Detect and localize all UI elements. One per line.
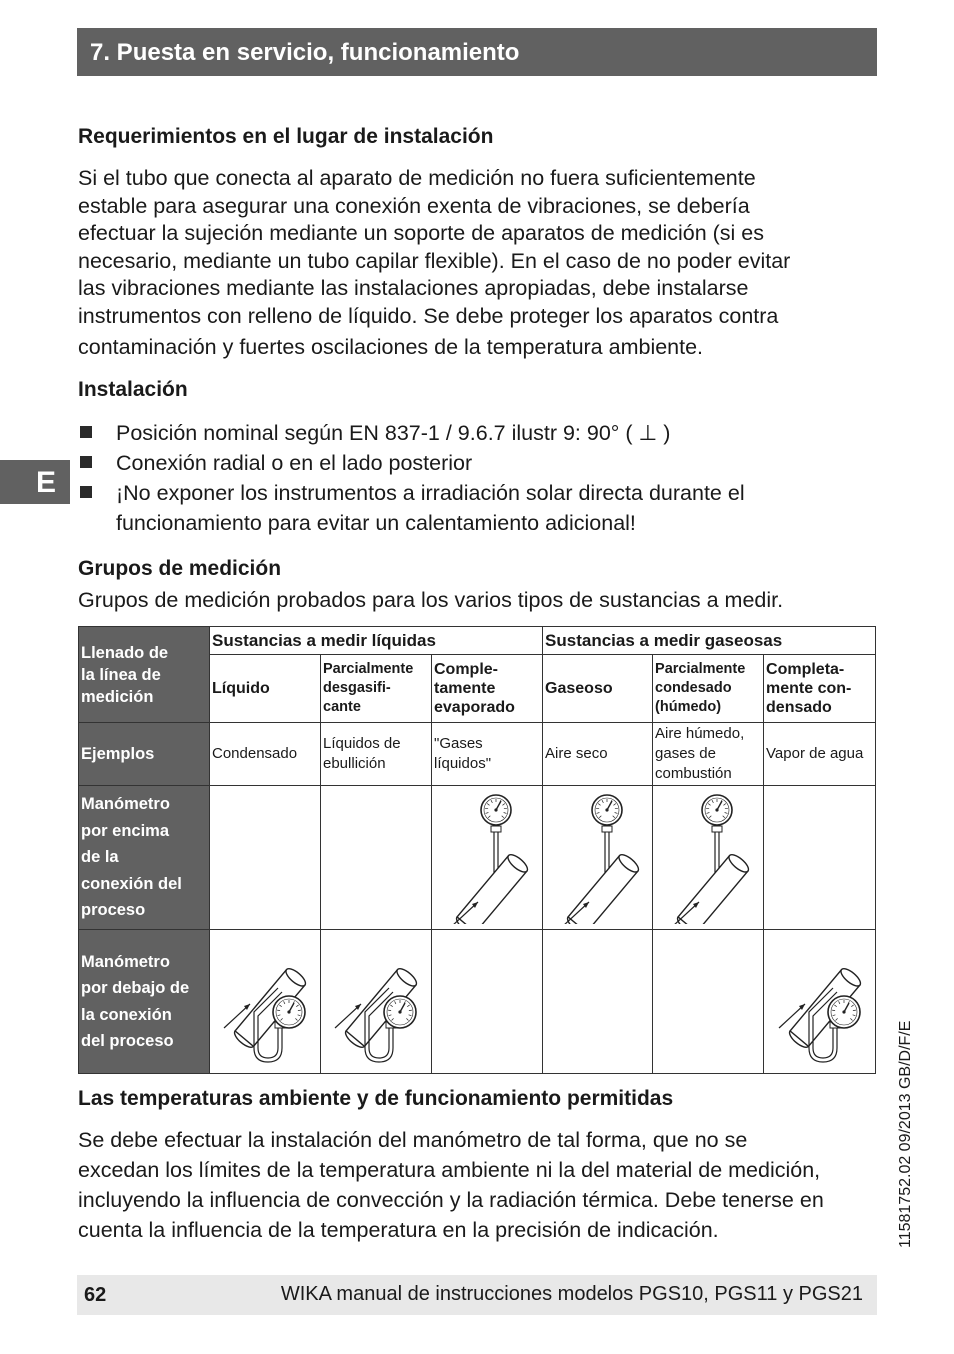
section-title: 7. Puesta en servicio, funcionamiento xyxy=(90,39,520,66)
text-line: estable para asegurar una conexión exenta de vibraciones, se debería xyxy=(78,193,750,218)
text-line: contaminación y fuertes oscilaciones de la temperatura ambiente. xyxy=(78,335,704,359)
language-tab xyxy=(0,460,70,504)
sub-header-cell: Gaseoso xyxy=(543,655,653,723)
text-line: efectuar la sujeción mediante un soporte de aparatos de medición (si es xyxy=(78,221,765,245)
gauge-below-icon xyxy=(212,930,318,1068)
measurement-groups-table xyxy=(78,626,876,1074)
gauge-below-icon xyxy=(323,930,429,1068)
table-row xyxy=(79,723,876,786)
site-requirements-heading: Requerimientos en el lugar de instalación xyxy=(78,125,494,148)
gauge-cell xyxy=(321,786,432,930)
list-item-text: Conexión radial o en el lado posterior xyxy=(116,451,473,475)
list-item xyxy=(78,418,878,448)
gauge-cell xyxy=(210,786,321,930)
gauge-cell xyxy=(764,930,876,1074)
list-item-text: Posición nominal según EN 837-1 / 9.6.7 ilustr 9: 90° ( ⊥ ) xyxy=(116,421,671,445)
text-line: Si el tubo que conecta al aparato de medición no fuera suficientemente xyxy=(78,166,756,190)
table-row xyxy=(79,930,876,1074)
temperatures-text xyxy=(78,1125,873,1245)
table-row xyxy=(79,627,876,655)
example-cell: Aire húmedo, gases de combustión xyxy=(653,723,764,786)
footer-title: WIKA manual de instrucciones modelos PGS10, PGS11 y PGS21 xyxy=(280,1283,863,1305)
list-item xyxy=(78,478,878,538)
installation-list xyxy=(78,418,878,538)
gauge-cell xyxy=(432,930,543,1074)
example-cell: Vapor de agua xyxy=(764,723,876,786)
row-label-examples: Ejemplos xyxy=(79,723,210,786)
sub-header-cell: Parcialmente condesado (húmedo) xyxy=(653,655,764,723)
installation-heading: Instalación xyxy=(78,378,188,401)
text-line: incluyendo la influencia de convección y la radiación térmica. Debe tenerse en xyxy=(78,1188,824,1212)
list-item xyxy=(78,448,878,478)
gauge-cell xyxy=(764,786,876,930)
page-footer xyxy=(77,1275,877,1315)
group-liquid-header: Sustancias a medir líquidas xyxy=(210,627,543,655)
example-cell: "Gases líquidos" xyxy=(432,723,543,786)
sub-header-cell: Parcialmente desgasifi- cante xyxy=(321,655,432,723)
measurement-groups-intro: Grupos de medición probados para los varios tipos de sustancias a medir. xyxy=(78,588,784,612)
sub-header-cell: Comple- tamente evaporado xyxy=(432,655,543,723)
row-label-gauge-above: Manómetro por encima de la conexión del proceso xyxy=(79,786,210,930)
measurement-groups-heading: Grupos de medición xyxy=(78,557,282,580)
text-line: las vibraciones mediante las instalaciones apropiadas, debe instalarse xyxy=(78,276,749,300)
text-line: cuenta la influencia de la temperatura en la precisión de indicación. xyxy=(78,1218,719,1242)
text-line: instrumentos con relleno de líquido. Se debe proteger los aparatos contra xyxy=(78,303,779,328)
gauge-cell xyxy=(653,930,764,1074)
language-tab-label: E xyxy=(36,466,57,499)
sub-header-cell: Líquido xyxy=(210,655,321,723)
bullet-square-icon xyxy=(80,486,92,498)
gauge-cell xyxy=(653,786,764,930)
document-reference: 11581752.02 09/2013 GB/D/F/E xyxy=(897,1020,914,1248)
group-gas-header: Sustancias a medir gaseosas xyxy=(543,627,876,655)
text-line: excedan los límites de la temperatura ambiente ni la del material de medición, xyxy=(78,1158,821,1182)
example-cell: Líquidos de ebullición xyxy=(321,723,432,786)
gauge-cell xyxy=(543,786,653,930)
section-header xyxy=(77,28,877,76)
row-label-gauge-below: Manómetro por debajo de la conexión del proceso xyxy=(79,930,210,1074)
gauge-above-icon xyxy=(434,786,540,924)
example-cell: Aire seco xyxy=(543,723,653,786)
temperatures-heading: Las temperaturas ambiente y de funcionamiento permitidas xyxy=(78,1087,674,1110)
list-item-text: funcionamiento para evitar un calentamiento adicional! xyxy=(116,511,636,535)
gauge-above-icon xyxy=(545,786,651,924)
example-cell: Condensado xyxy=(210,723,321,786)
list-item-text: ¡No exponer los instrumentos a irradiación solar directa durante el xyxy=(116,481,745,505)
page-number: 62 xyxy=(84,1284,107,1306)
gauge-cell xyxy=(432,786,543,930)
text-line: necesario, mediante un tubo capilar flexible). En el caso de no poder evitar xyxy=(78,248,791,273)
bullet-square-icon xyxy=(80,456,92,468)
site-requirements-text xyxy=(78,165,873,362)
table-row xyxy=(79,786,876,930)
gauge-below-icon xyxy=(767,930,873,1068)
gauge-cell xyxy=(321,930,432,1074)
sub-header-cell: Completa- mente con- densado xyxy=(764,655,876,723)
gauge-cell xyxy=(543,930,653,1074)
text-line: Se debe efectuar la instalación del manómetro de tal forma, que no se xyxy=(78,1128,748,1152)
gauge-cell xyxy=(210,930,321,1074)
gauge-above-icon xyxy=(655,786,761,924)
bullet-square-icon xyxy=(80,426,92,438)
row-label-fill: Llenado de la línea de medición xyxy=(79,627,210,723)
